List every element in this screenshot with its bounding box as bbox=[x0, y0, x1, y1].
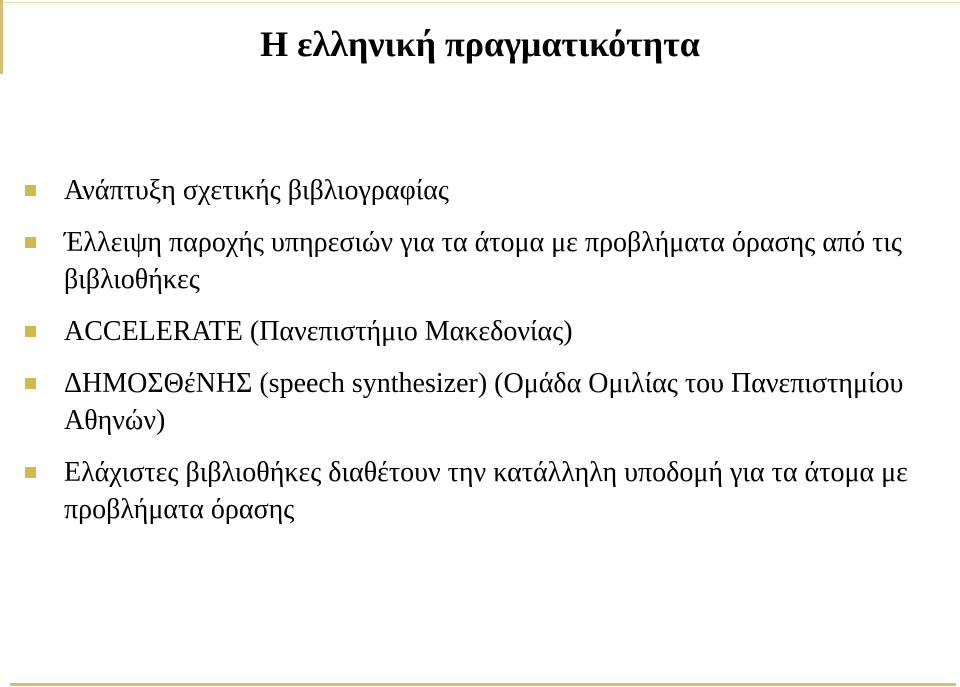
bullet-item bbox=[22, 454, 952, 528]
bullet-item bbox=[22, 313, 952, 350]
slide-title: Η ελληνική πραγματικότητα bbox=[260, 24, 700, 64]
bottom-accent-rule bbox=[10, 683, 956, 686]
square-bullet-icon bbox=[25, 237, 36, 248]
square-bullet-icon bbox=[25, 467, 36, 478]
square-bullet-icon bbox=[25, 326, 36, 337]
bullet-list bbox=[22, 172, 952, 543]
bullet-text: Έλλειψη παροχής υπηρεσιών για τα άτομα με προβλήματα όρασης από τις βιβλιοθήκες bbox=[64, 227, 903, 295]
bullet-text: Ανάπτυξη σχετικής βιβλιογραφίας bbox=[64, 175, 450, 206]
bullet-text: ΔΗΜΟΣΘέΝΗΣ (speech synthesizer) (Ομάδα Ομιλίας του Πανεπιστημίου Αθηνών) bbox=[64, 368, 904, 436]
bullet-item bbox=[22, 365, 952, 439]
top-accent-rule bbox=[3, 2, 960, 3]
square-bullet-icon bbox=[25, 378, 36, 389]
bullet-item bbox=[22, 172, 952, 209]
square-bullet-icon bbox=[25, 185, 36, 196]
bullet-text: Ελάχιστες βιβλιοθήκες διαθέτουν την κατάλληλη υποδομή για τα άτομα με προβλήματα όρασης bbox=[64, 457, 908, 525]
bullet-item bbox=[22, 224, 952, 298]
bullet-text: ACCELERATE (Πανεπιστήμιο Μακεδονίας) bbox=[64, 316, 573, 347]
